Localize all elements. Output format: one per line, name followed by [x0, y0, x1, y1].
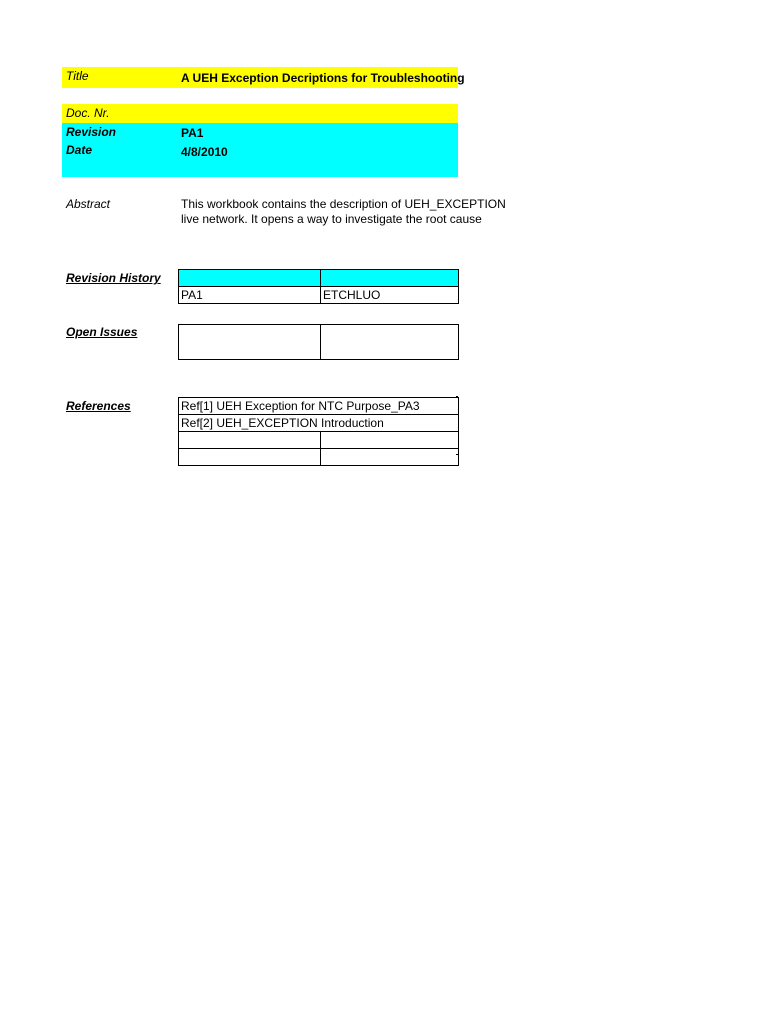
abstract-line-1: This workbook contains the description of UEH_EXCEPTION	[181, 197, 506, 211]
references-table	[178, 397, 459, 466]
abstract-line-2: live network. It opens a way to investigate the root cause	[181, 212, 482, 226]
table-row	[179, 325, 459, 360]
clipped-border-mark	[456, 454, 458, 455]
revision-label: Revision	[66, 125, 117, 139]
table-cell[interactable]	[179, 432, 321, 449]
open-issues-table	[178, 324, 459, 360]
revision-history-label: Revision History	[66, 271, 161, 285]
doc-nr-label: Doc. Nr.	[66, 106, 110, 120]
table-row	[179, 449, 459, 466]
table-row	[179, 432, 459, 449]
table-header-cell[interactable]	[321, 270, 459, 287]
title-value: A UEH Exception Decriptions for Troubleshooting	[181, 71, 465, 85]
references-label: References	[66, 399, 131, 413]
table-row	[179, 287, 459, 304]
table-cell[interactable]	[321, 432, 459, 449]
table-cell[interactable]: ETCHLUO	[321, 287, 459, 304]
table-cell[interactable]: PA1	[179, 287, 321, 304]
clipped-border-mark	[456, 396, 458, 397]
open-issues-label: Open Issues	[66, 325, 138, 339]
revision-band	[62, 123, 458, 177]
table-cell[interactable]	[179, 325, 321, 360]
title-label: Title	[66, 69, 89, 83]
table-row	[179, 398, 459, 415]
table-cell[interactable]	[321, 449, 459, 466]
date-value: 4/8/2010	[181, 145, 228, 159]
table-cell[interactable]	[321, 325, 459, 360]
table-header-cell[interactable]	[179, 270, 321, 287]
table-header-row	[179, 270, 459, 287]
abstract-label: Abstract	[66, 197, 111, 211]
table-cell[interactable]	[179, 449, 321, 466]
reference-item[interactable]: Ref[2] UEH_EXCEPTION Introduction	[179, 415, 459, 432]
table-row	[179, 415, 459, 432]
reference-item[interactable]: Ref[1] UEH Exception for NTC Purpose_PA3	[179, 398, 459, 415]
doc-nr-band	[62, 104, 458, 123]
date-label: Date	[66, 143, 93, 157]
revision-history-table	[178, 269, 459, 304]
revision-value: PA1	[181, 126, 204, 140]
